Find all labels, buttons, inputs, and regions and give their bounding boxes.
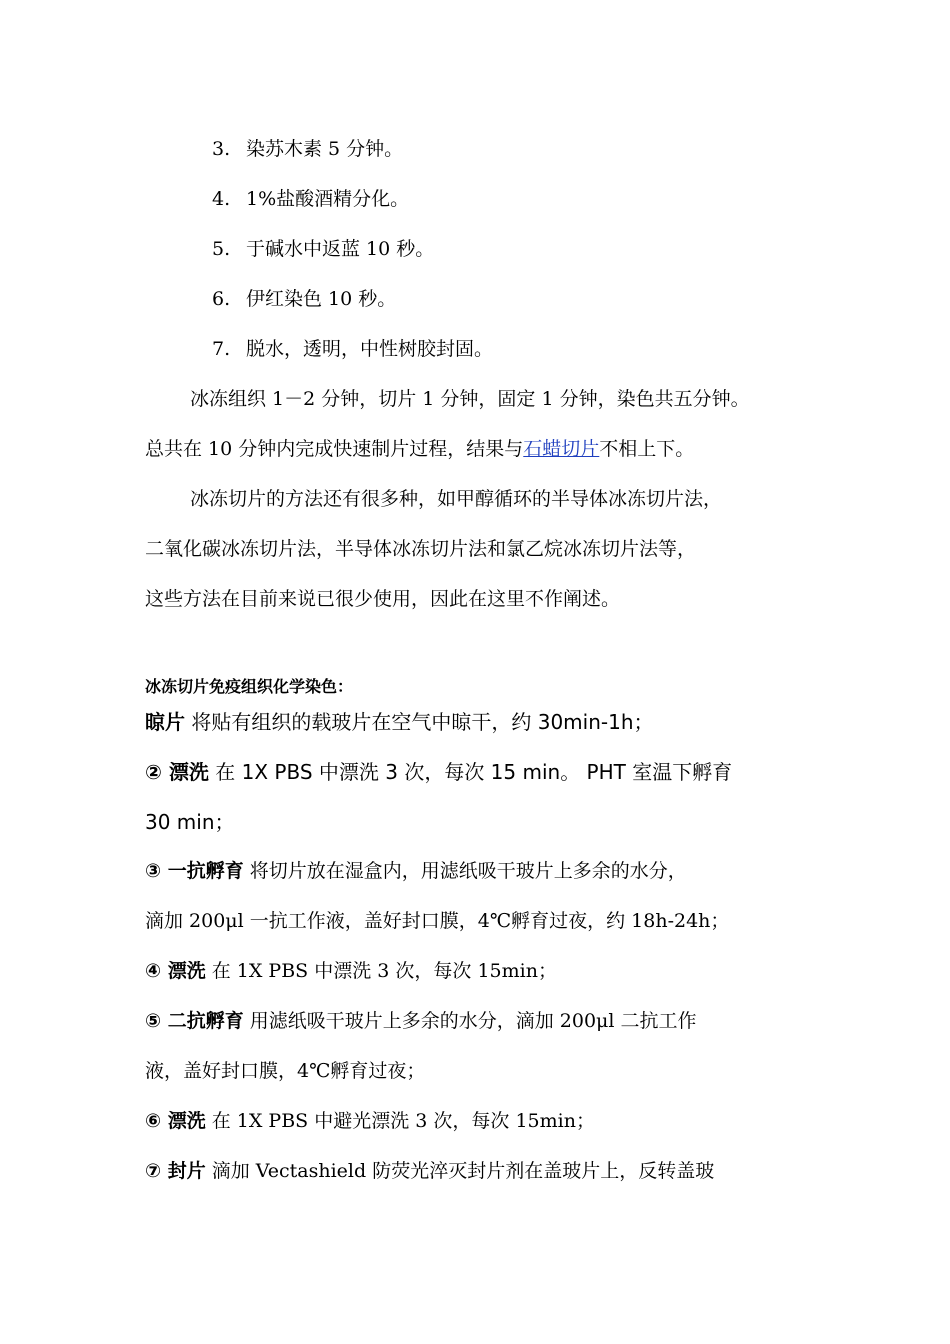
list-item [212,336,493,362]
step-label: ⑦ 封片 [145,1160,206,1182]
paragraph-text: 总共在 10 分钟内完成快速制片过程，结果与 [145,438,524,460]
list-item [212,136,403,162]
step-label: ② 漂洗 [145,760,209,784]
step-label: 晾片 [145,710,185,734]
list-text: 染苏木素 5 分钟。 [246,138,404,160]
list-number: 4. [212,188,231,210]
list-item [212,236,434,262]
paragraph-line: 冰冻组织 1－2 分钟，切片 1 分钟，固定 1 分钟，染色共五分钟。 [190,388,750,410]
step-3 [145,858,687,884]
list-number: 6. [212,288,231,310]
paragraph-line: 二氧化碳冰冻切片法，半导体冰冻切片法和氯乙烷冰冻切片法等， [145,538,697,560]
step-text: 滴加 Vectashield 防荧光淬灭封片剂在盖玻片上，反转盖玻 [205,1160,715,1182]
step-text: 将贴有组织的载玻片在空气中晾干，约 30min-1h； [185,710,654,734]
list-text: 脱水，透明，中性树胶封固。 [246,338,494,360]
step-label: ⑤ 二抗孵育 [145,1010,244,1032]
paragraph-line [145,436,694,462]
step-5-continuation: 液，盖好封口膜，4℃孵育过夜； [145,1060,426,1082]
step-text: 在 1X PBS 中避光漂洗 3 次，每次 15min； [205,1110,595,1132]
list-number: 5. [212,238,231,260]
step-label: ⑥ 漂洗 [145,1110,206,1132]
step-6 [145,1108,595,1134]
step-text: 在 1X PBS 中漂洗 3 次，每次 15 min。 PHT 室温下孵育 [208,760,733,784]
list-item [212,186,409,212]
list-text: 于碱水中返蓝 10 秒。 [246,238,435,260]
paragraph-text: 不相上下。 [599,438,695,460]
step-label: ④ 漂洗 [145,960,206,982]
step-5 [145,1008,697,1034]
paragraph-line: 冰冻切片的方法还有很多种，如甲醇循环的半导体冰冻切片法， [190,488,723,510]
step-2-continuation: 30 min； [145,810,235,834]
list-number: 3. [212,138,231,160]
step-label: ③ 一抗孵育 [145,860,244,882]
list-text: 1%盐酸酒精分化。 [246,188,410,210]
step-7 [145,1158,714,1184]
step-3-continuation: 滴加 200μl 一抗工作液，盖好封口膜，4℃孵育过夜，约 18h-24h； [145,910,730,932]
list-number: 7. [212,338,231,360]
list-text: 伊红染色 10 秒。 [246,288,397,310]
step-4 [145,958,557,984]
step-text: 在 1X PBS 中漂洗 3 次，每次 15min； [205,960,557,982]
paragraph-line: 这些方法在目前来说已很少使用，因此在这里不作阐述。 [145,588,621,610]
step-text: 将切片放在湿盒内，用滤纸吸干玻片上多余的水分， [243,860,687,882]
section-title: 冰冻切片免疫组织化学染色： [145,677,354,696]
list-item [212,286,396,312]
paraffin-section-link[interactable]: 石蜡切片 [523,438,600,460]
step-2 [145,758,732,786]
step-text: 用滤纸吸干玻片上多余的水分，滴加 200μl 二抗工作 [243,1010,697,1032]
step-1 [145,708,654,736]
